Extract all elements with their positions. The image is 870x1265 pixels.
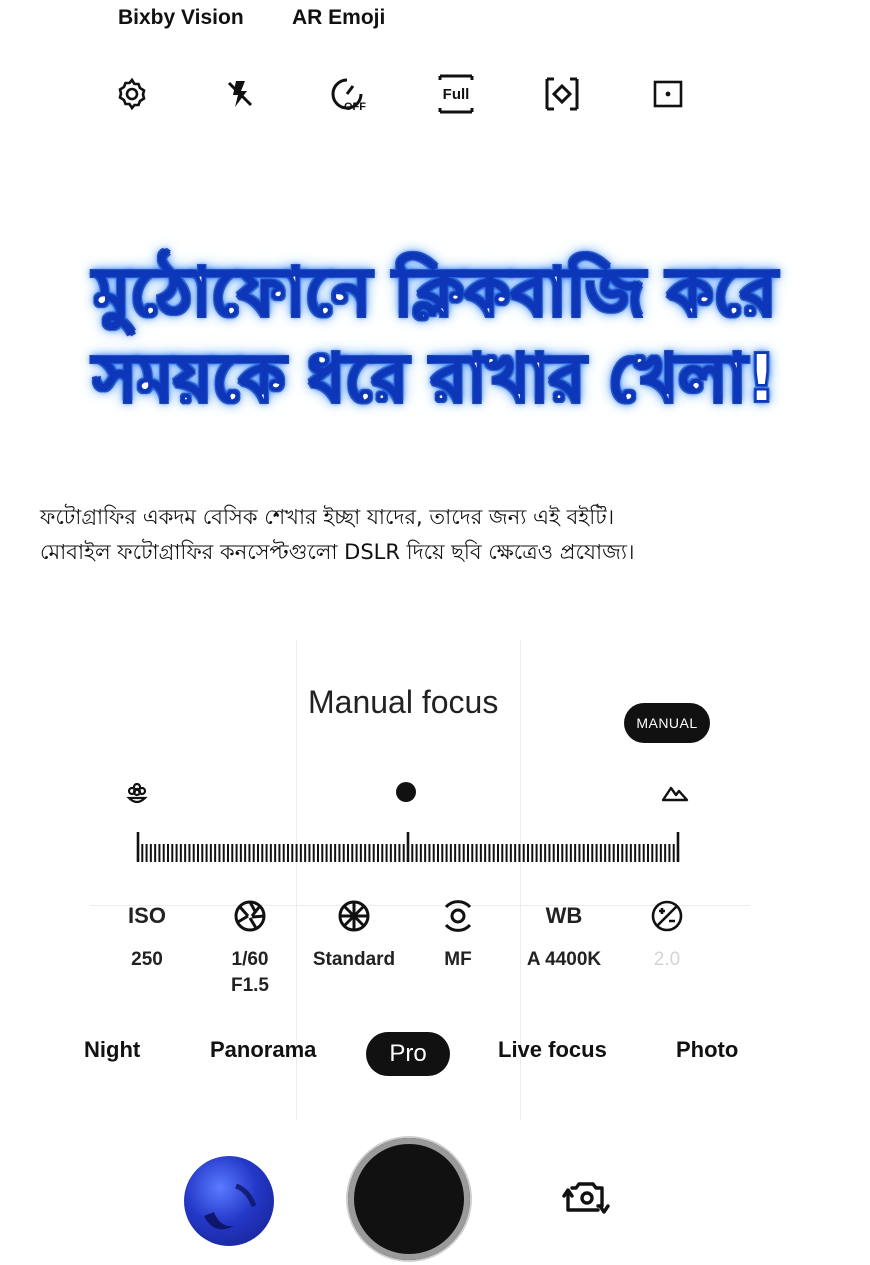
wb-label: WB (545, 903, 583, 928)
manual-badge[interactable]: MANUAL (624, 703, 710, 743)
focus-target-icon (403, 893, 513, 939)
timer-off-text: OFF (344, 101, 366, 113)
setting-iso[interactable] (92, 893, 202, 973)
focus-slider[interactable] (136, 830, 680, 864)
setting-focus[interactable] (403, 893, 513, 973)
headline-line-2: সময়কে ধরে রাখার খেলা! (93, 340, 777, 417)
headline (20, 250, 850, 422)
landscape-mountain-icon (660, 780, 690, 808)
shutter-speed: 1/60 (231, 949, 269, 970)
headline-line-1: মুঠোফোনে ক্লিকবাজি করে (93, 254, 777, 331)
exposure-value: 2.0 (653, 949, 681, 970)
description (40, 500, 840, 570)
aspect-ratio-full-icon[interactable] (432, 72, 480, 116)
bixby-vision-button[interactable]: Bixby Vision (118, 6, 244, 29)
timer-off-icon[interactable] (326, 72, 374, 116)
mode-photo[interactable]: Photo (676, 1037, 739, 1062)
setting-shutter[interactable] (195, 893, 305, 999)
iso-label: ISO (128, 903, 166, 928)
mode-panorama[interactable]: Panorama (210, 1037, 317, 1062)
focus-mode-icon[interactable] (540, 72, 584, 116)
description-line-1: ফটোগ্রাফির একদম বেসিক শেখার ইচ্ছা যাদের, তাদের জন্য এই বইটি। (40, 505, 615, 529)
flash-off-icon[interactable] (218, 72, 262, 116)
setting-exposure[interactable] (612, 893, 722, 973)
mode-night[interactable]: Night (84, 1037, 141, 1062)
aperture-value: F1.5 (230, 975, 270, 996)
macro-flower-icon (124, 782, 150, 812)
color-tone-icon (299, 893, 409, 939)
color-tone-value: Standard (312, 949, 396, 970)
ar-emoji-button[interactable]: AR Emoji (292, 6, 386, 29)
gallery-thumbnail[interactable] (184, 1156, 274, 1246)
manual-focus-title: Manual focus (308, 684, 499, 720)
setting-white-balance[interactable] (509, 893, 619, 973)
metering-icon[interactable] (646, 72, 690, 116)
shutter-aperture-icon (195, 893, 305, 939)
exposure-icon (612, 893, 722, 939)
shutter-value (195, 947, 305, 999)
mode-live-focus[interactable]: Live focus (498, 1037, 607, 1062)
settings-icon[interactable] (110, 72, 154, 116)
wb-value: A 4400K (526, 949, 602, 970)
shutter-button[interactable] (348, 1138, 470, 1260)
focus-value: MF (444, 949, 472, 970)
setting-color-tone[interactable] (299, 893, 409, 973)
focus-position-dot[interactable] (396, 782, 416, 802)
iso-value: 250 (131, 949, 163, 970)
aspect-full-text: Full (442, 86, 470, 103)
mode-pro[interactable]: Pro (366, 1032, 450, 1076)
switch-camera-icon[interactable] (562, 1172, 614, 1222)
description-line-2: মোবাইল ফটোগ্রাফির কনসেপ্টগুলো DSLR দিয়ে ছবি ক্ষেত্রেও প্রযোজ্য। (40, 540, 635, 564)
